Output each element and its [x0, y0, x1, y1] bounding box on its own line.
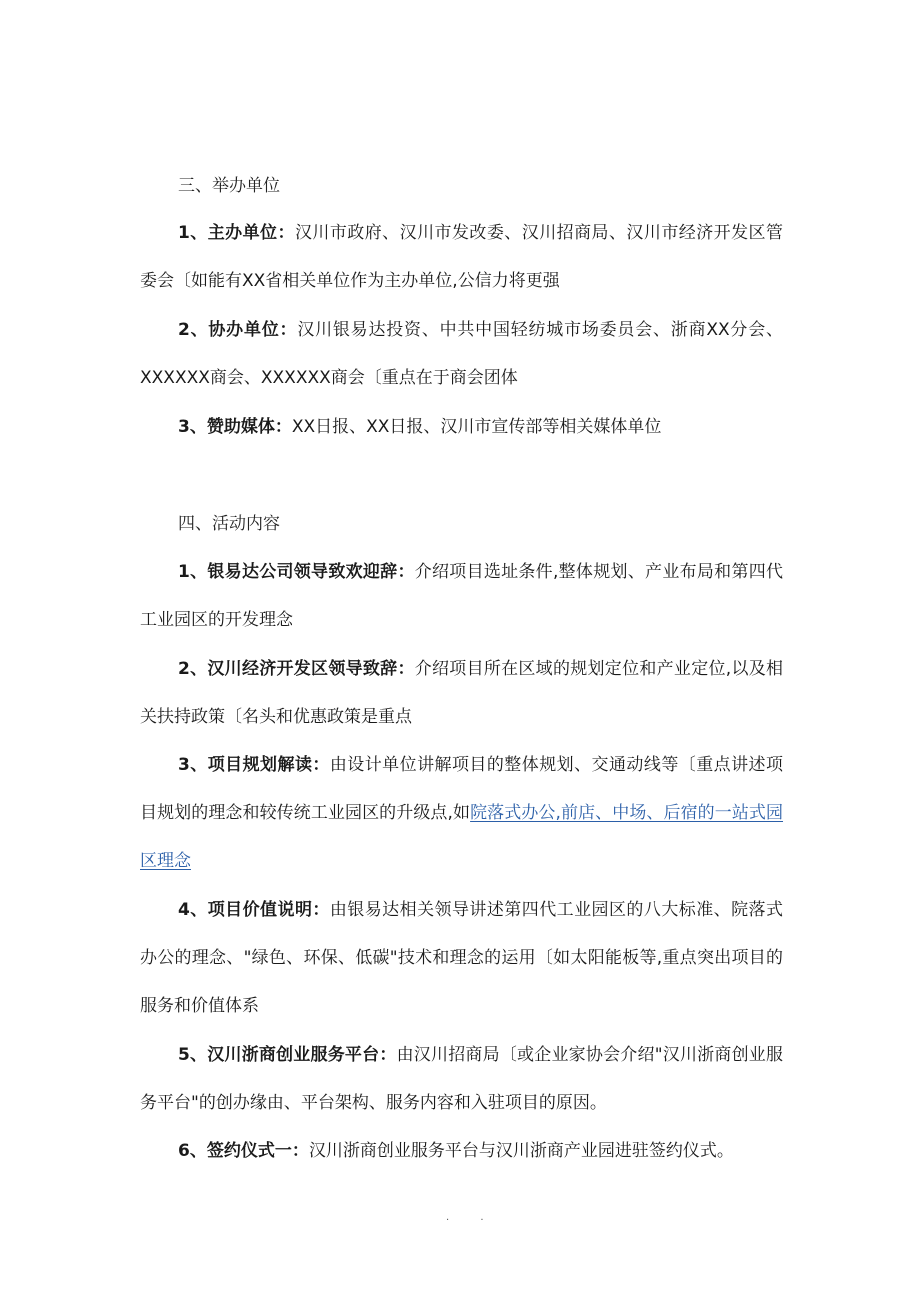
paragraph-text: 介绍项目所在区域的规划定位和产业定位,以及相关扶持政策〔名头和优惠政策是重点 [140, 659, 783, 727]
paragraph-media-sponsor [140, 403, 783, 451]
paragraph-label: 2、协办单位： [178, 320, 298, 340]
paragraph-welcome-speech [140, 548, 783, 644]
paragraph-label: 2、汉川经济开发区领导致辞： [178, 659, 415, 679]
paragraph-label: 4、项目价值说明： [178, 900, 330, 920]
paragraph-text: 介绍项目选址条件,整体规划、产业布局和第四代工业园区的开发理念 [140, 562, 783, 630]
paragraph-label: 1、主办单位： [178, 223, 295, 243]
paragraph-service-platform [140, 1031, 783, 1127]
paragraph-text: 汉川市政府、汉川市发改委、汉川招商局、汉川市经济开发区管委会〔如能有XX省相关单位作为主办单位,公信力将更强 [140, 223, 783, 291]
section-heading-organizers: 三、举办单位 [178, 176, 280, 196]
paragraph-label: 5、汉川浙商创业服务平台： [178, 1045, 397, 1065]
paragraph-host [140, 209, 783, 305]
paragraph-label: 1、银易达公司领导致欢迎辞： [178, 562, 415, 582]
paragraph-text: XX日报、XX日报、汉川市宣传部等相关媒体单位 [291, 417, 662, 437]
paragraph-label: 3、项目规划解读： [178, 755, 330, 775]
page-footer-marks: . . [446, 1212, 498, 1223]
section-heading-activities: 四、活动内容 [178, 514, 280, 534]
paragraph-text: 由银易达相关领导讲述第四代工业园区的八大标准、院落式办公的理念、"绿色、环保、低碳"技术和理念的运用〔如太阳能板等,重点突出项目的服务和价值体系 [140, 900, 783, 1016]
paragraph-text: 汉川浙商创业服务平台与汉川浙商产业园进驻签约仪式。 [308, 1141, 734, 1161]
paragraph-co-organizer [140, 306, 783, 402]
paragraph-text: 汉川银易达投资、中共中国轻纺城市场委员会、浙商XX分会、XXXXXX商会、XXXXXX商会〔重点在于商会团体 [140, 320, 783, 388]
paragraph-zone-leader-speech [140, 645, 783, 741]
paragraph-signing-ceremony [140, 1127, 783, 1175]
paragraph-text: 由设计单位讲解项目的整体规划、交通动线等〔重点讲述项目规划的理念和较传统工业园区的升级点,如 [140, 755, 783, 823]
paragraph-label: 6、签约仪式一： [178, 1141, 309, 1161]
paragraph-value-statement [140, 886, 783, 1030]
paragraph-link[interactable]: 院落式办公,前店、中场、后宿的一站式园区理念 [140, 803, 784, 871]
paragraph-planning-interpretation [140, 741, 783, 885]
paragraph-label: 3、赞助媒体： [178, 417, 292, 437]
paragraph-text: 由汉川招商局〔或企业家协会介绍"汉川浙商创业服务平台"的创办缘由、平台架构、服务内容和入驻项目的原因。 [140, 1045, 783, 1113]
